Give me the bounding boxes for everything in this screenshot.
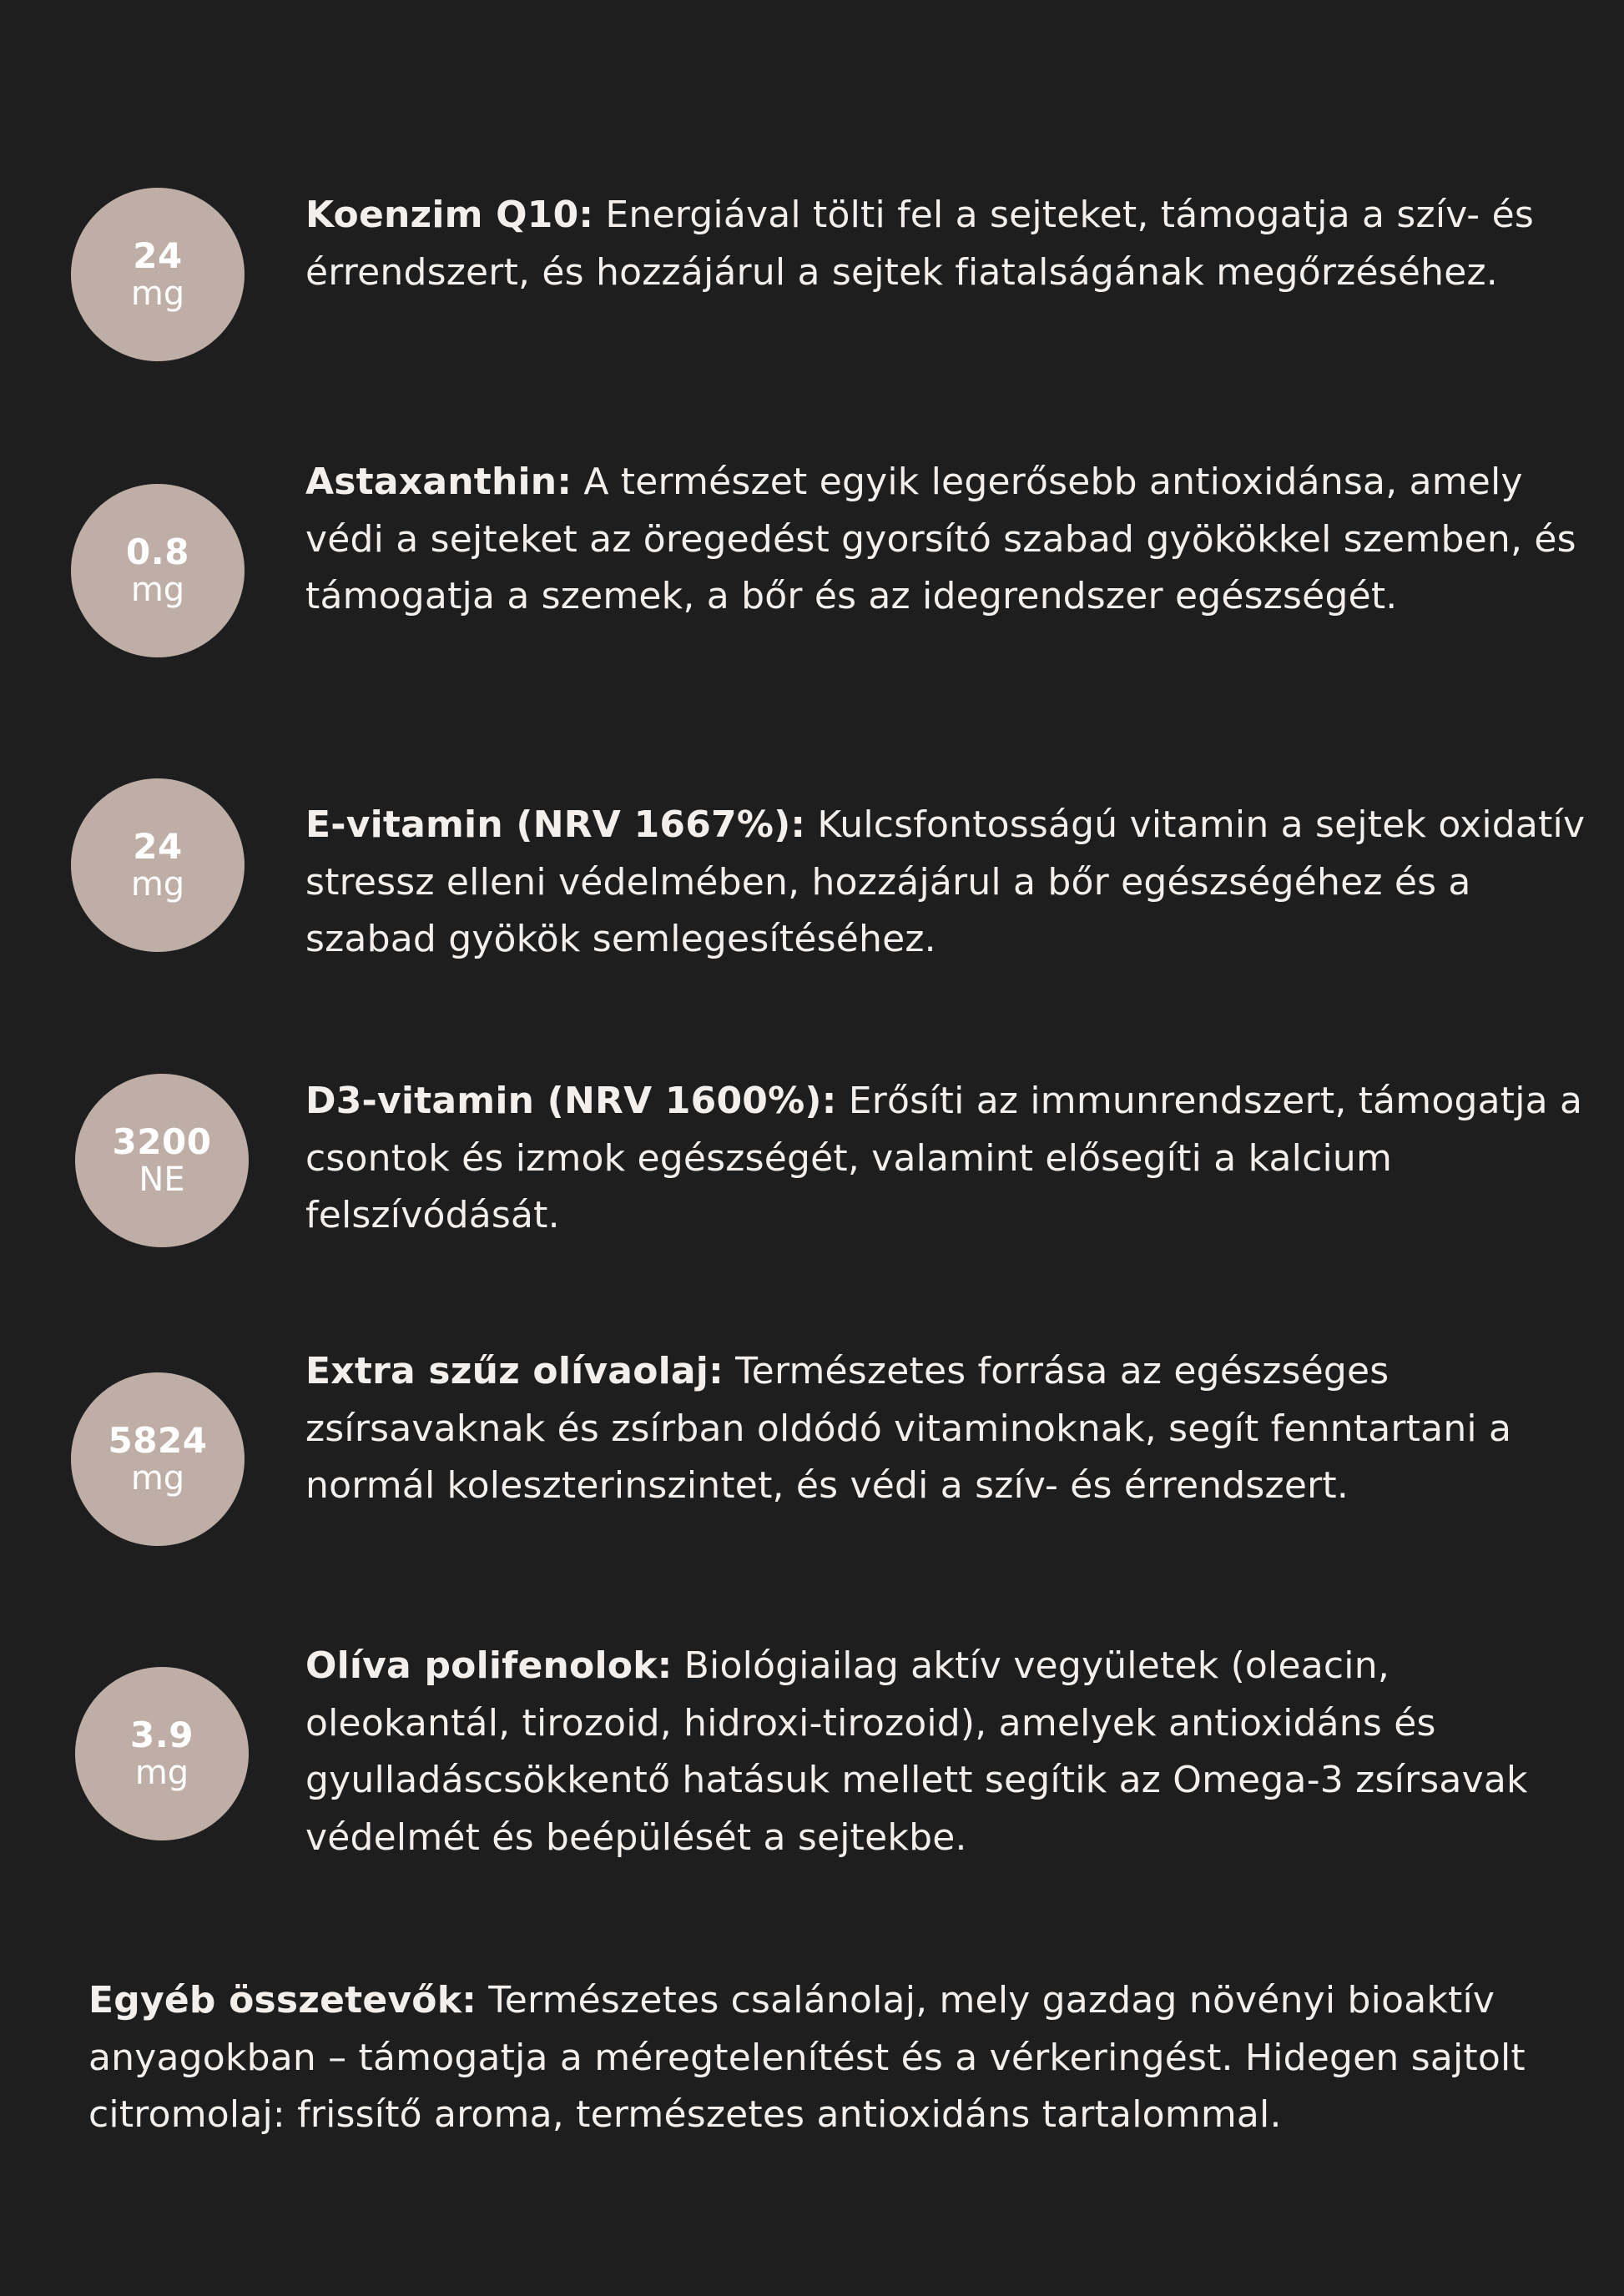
dose-badge	[75, 1074, 249, 1247]
ingredient-description	[305, 187, 1591, 301]
other-ingredients-heading: Egyéb összetevők:	[88, 1979, 477, 2022]
dose-unit: mg	[130, 274, 185, 313]
ingredient-name: E-vitamin (NRV 1667%):	[305, 803, 806, 846]
ingredient-description	[305, 454, 1591, 626]
ingredient-name: Extra szűz olívaolaj:	[305, 1350, 724, 1392]
dose-unit: mg	[130, 865, 185, 904]
ingredient-description	[305, 797, 1591, 969]
ingredient-description	[305, 1638, 1591, 1866]
dose-amount: 5824	[108, 1420, 208, 1461]
ingredient-text: Energiával tölti fel a sejteket, támogatja a szív- és érrendszert, és hozzájárul a sejtek fiatalságának megőrzéséhez.	[305, 194, 1534, 294]
dose-badge	[71, 484, 245, 657]
ingredient-text: Biológiailag aktív vegyületek (oleacin, oleokantál, tirozoid, hidroxi-tirozoid), amelyek antioxidáns és gyulladáscsökkentő hatásuk mellett segítik az Omega-3 zsírsavak védelmét és beépülését a sejtekbe.	[305, 1644, 1528, 1859]
dose-unit: mg	[130, 571, 185, 609]
ingredient-text: Erősíti az immunrendszert, támogatja a csontok és izmok egészségét, valamint elősegíti a kalcium felszívódását.	[305, 1080, 1583, 1236]
ingredient-description	[305, 1343, 1591, 1515]
dose-badge	[71, 188, 245, 361]
dose-amount: 24	[133, 826, 183, 867]
dose-amount: 0.8	[126, 531, 189, 572]
ingredient-name: Olíva polifenolok:	[305, 1644, 673, 1687]
ingredient-text: Természetes forrása az egészséges zsírsavaknak és zsírban oldódó vitaminoknak, segít fenntartani a normál koleszterinszintet, és védi a szív- és érrendszert.	[305, 1350, 1512, 1507]
ingredient-name: Koenzim Q10:	[305, 194, 594, 236]
dose-amount: 24	[133, 235, 183, 276]
dose-badge	[75, 1667, 249, 1840]
ingredient-name: D3-vitamin (NRV 1600%):	[305, 1080, 837, 1122]
dose-amount: 3.9	[130, 1714, 194, 1755]
dose-amount: 3200	[112, 1121, 212, 1162]
dose-badge	[71, 778, 245, 952]
dose-badge	[71, 1372, 245, 1546]
dose-unit: NE	[139, 1161, 185, 1199]
ingredient-text: A természet egyik legerősebb antioxidánsa, amely védi a sejteket az öregedést gyorsító szabad gyökökkel szemben, és támogatja a szemek, a bőr és az idegrendszer egészségét.	[305, 461, 1576, 617]
ingredient-text: Kulcsfontosságú vitamin a sejtek oxidatív stressz elleni védelmében, hozzájárul a bőr egészségéhez és a szabad gyökök semlegesítéséhez.	[305, 803, 1586, 960]
ingredient-name: Astaxanthin:	[305, 461, 572, 503]
other-ingredients-text: Természetes csalánolaj, mely gazdag növényi bioaktív anyagokban – támogatja a méregtelenítést és a vérkeringést. Hidegen sajtolt citromolaj: frissítő aroma, természetes antioxidáns tartalommal.	[88, 1979, 1526, 2136]
ingredient-description	[305, 1073, 1591, 1245]
other-ingredients	[88, 1972, 1591, 2144]
dose-unit: mg	[130, 1459, 185, 1498]
dose-unit: mg	[134, 1754, 189, 1792]
